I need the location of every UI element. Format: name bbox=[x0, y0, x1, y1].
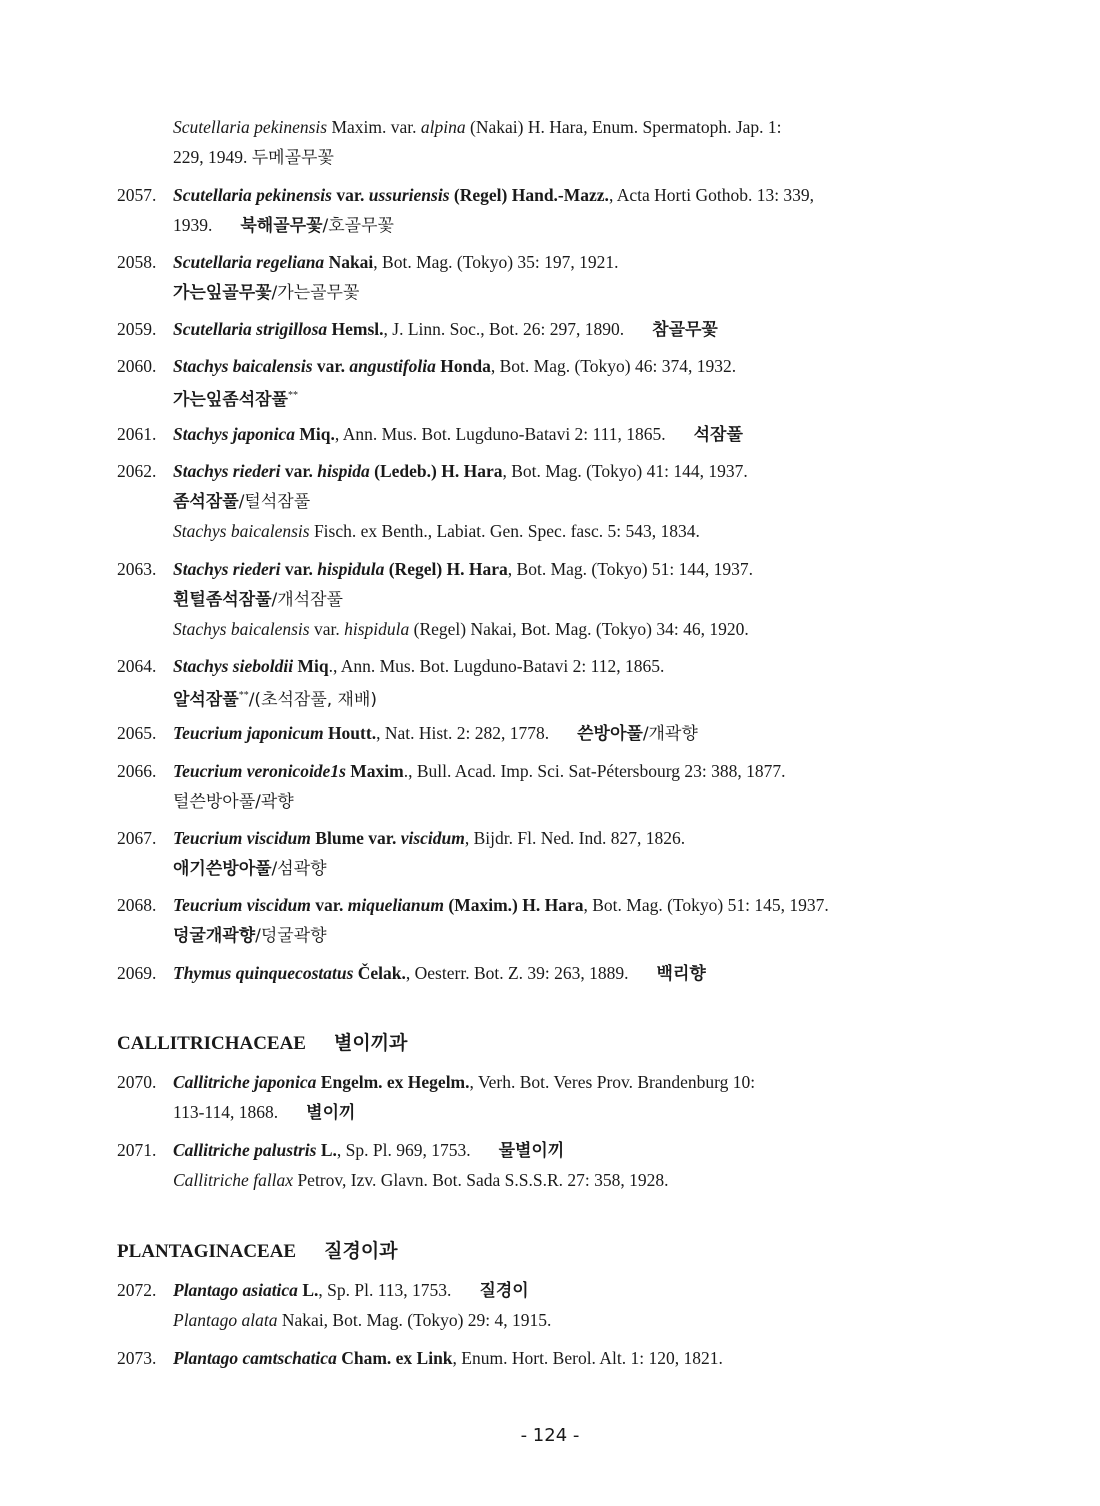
synonym-line: Scutellaria pekinensis Maxim. var. alpina (Nakai) H. Hara, Enum. Spermatoph. Jap. 1: bbox=[173, 117, 782, 137]
entry-2062-synonym: Stachys baicalensis Fisch. ex Benth., Labiat. Gen. Spec. fasc. 5: 543, 1834. bbox=[173, 521, 700, 541]
entry-2067-korean: 애기쓴방아풀/섬곽향 bbox=[173, 859, 327, 879]
entry-2058: 2058. Scutellaria regeliana Nakai, Bot. Mag. (Tokyo) 35: 197, 1921. bbox=[117, 252, 619, 272]
entry-2071-synonym: Callitriche fallax Petrov, Izv. Glavn. Bot. Sada S.S.S.R. 27: 358, 1928. bbox=[173, 1170, 669, 1190]
entry-2066: 2066. Teucrium veronicoide1s Maxim., Bull. Acad. Imp. Sci. Sat-Pétersbourg 23: 388, 1877. bbox=[117, 761, 786, 781]
entry-2063-synonym: Stachys baicalensis var. hispidula (Regel) Nakai, Bot. Mag. (Tokyo) 34: 46, 1920. bbox=[173, 619, 749, 639]
entry-2060-korean: 가는잎좀석잠풀** bbox=[173, 389, 298, 410]
page-number: - 124 - bbox=[520, 1425, 580, 1446]
entry-2060: 2060. Stachys baicalensis var. angustifolia Honda, Bot. Mag. (Tokyo) 46: 374, 1932. bbox=[117, 356, 737, 376]
entry-2063: 2063. Stachys riederi var. hispidula (Regel) H. Hara, Bot. Mag. (Tokyo) 51: 144, 1937. bbox=[117, 559, 754, 579]
entry-2070-cont: 113-114, 1868. 별이끼 bbox=[173, 1102, 356, 1123]
entry-2072: 2072. Plantago asiatica L., Sp. Pl. 113, 1753. 질경이 bbox=[117, 1280, 529, 1301]
entry-2063-korean: 흰털좀석잠풀/개석잠풀 bbox=[173, 590, 343, 610]
entry-2059: 2059. Scutellaria strigillosa Hemsl., J. Linn. Soc., Bot. 26: 297, 1890. 참골무꽃 bbox=[117, 319, 718, 340]
entry-2069: 2069. Thymus quinquecostatus Čelak., Oesterr. Bot. Z. 39: 263, 1889. 백리향 bbox=[117, 963, 706, 984]
entry-2068: 2068. Teucrium viscidum var. miquelianum (Maxim.) H. Hara, Bot. Mag. (Tokyo) 51: 145, 1937. bbox=[117, 895, 829, 915]
entry-2058-korean: 가는잎골무꽃/가는골무꽃 bbox=[173, 283, 360, 303]
entry-2073: 2073. Plantago camtschatica Cham. ex Link, Enum. Hort. Berol. Alt. 1: 120, 1821. bbox=[117, 1348, 723, 1368]
entry-2071: 2071. Callitriche palustris L., Sp. Pl. 969, 1753. 물별이끼 bbox=[117, 1140, 565, 1161]
synonym-line: 229, 1949. 두메골무꽃 bbox=[173, 147, 334, 168]
entry-2062: 2062. Stachys riederi var. hispida (Ledeb.) H. Hara, Bot. Mag. (Tokyo) 41: 144, 1937. bbox=[117, 461, 748, 481]
entry-2065: 2065. Teucrium japonicum Houtt., Nat. Hist. 2: 282, 1778. 쓴방아풀/개곽향 bbox=[117, 723, 698, 744]
entry-2070: 2070. Callitriche japonica Engelm. ex Hegelm., Verh. Bot. Veres Prov. Brandenburg 10: bbox=[117, 1072, 756, 1092]
entry-2057: 2057. Scutellaria pekinensis var. ussuriensis (Regel) Hand.-Mazz., Acta Horti Gothob. 13: 339, bbox=[117, 185, 815, 205]
entry-2057-cont: 1939. 북해골무꽃/호골무꽃 bbox=[173, 215, 394, 236]
entry-2062-korean: 좀석잠풀/털석잠풀 bbox=[173, 492, 311, 512]
entry-2064-korean: 알석잠풀**/(초석잠풀, 재배) bbox=[173, 689, 378, 710]
family-heading: PLANTAGINACEAE 질경이과 bbox=[117, 1240, 398, 1262]
entry-2067: 2067. Teucrium viscidum Blume var. viscidum, Bijdr. Fl. Ned. Ind. 827, 1826. bbox=[117, 828, 686, 848]
entry-2066-korean: 털쓴방아풀/곽향 bbox=[173, 792, 294, 812]
entry-2072-synonym: Plantago alata Nakai, Bot. Mag. (Tokyo) 29: 4, 1915. bbox=[173, 1310, 552, 1330]
entry-2061: 2061. Stachys japonica Miq., Ann. Mus. Bot. Lugduno-Batavi 2: 111, 1865. 석잠풀 bbox=[117, 424, 743, 445]
entry-2068-korean: 덩굴개곽향/덩굴곽향 bbox=[173, 926, 327, 946]
family-heading: CALLITRICHACEAE 별이끼과 bbox=[117, 1032, 408, 1054]
entry-2064: 2064. Stachys sieboldii Miq., Ann. Mus. Bot. Lugduno-Batavi 2: 112, 1865. bbox=[117, 656, 665, 676]
